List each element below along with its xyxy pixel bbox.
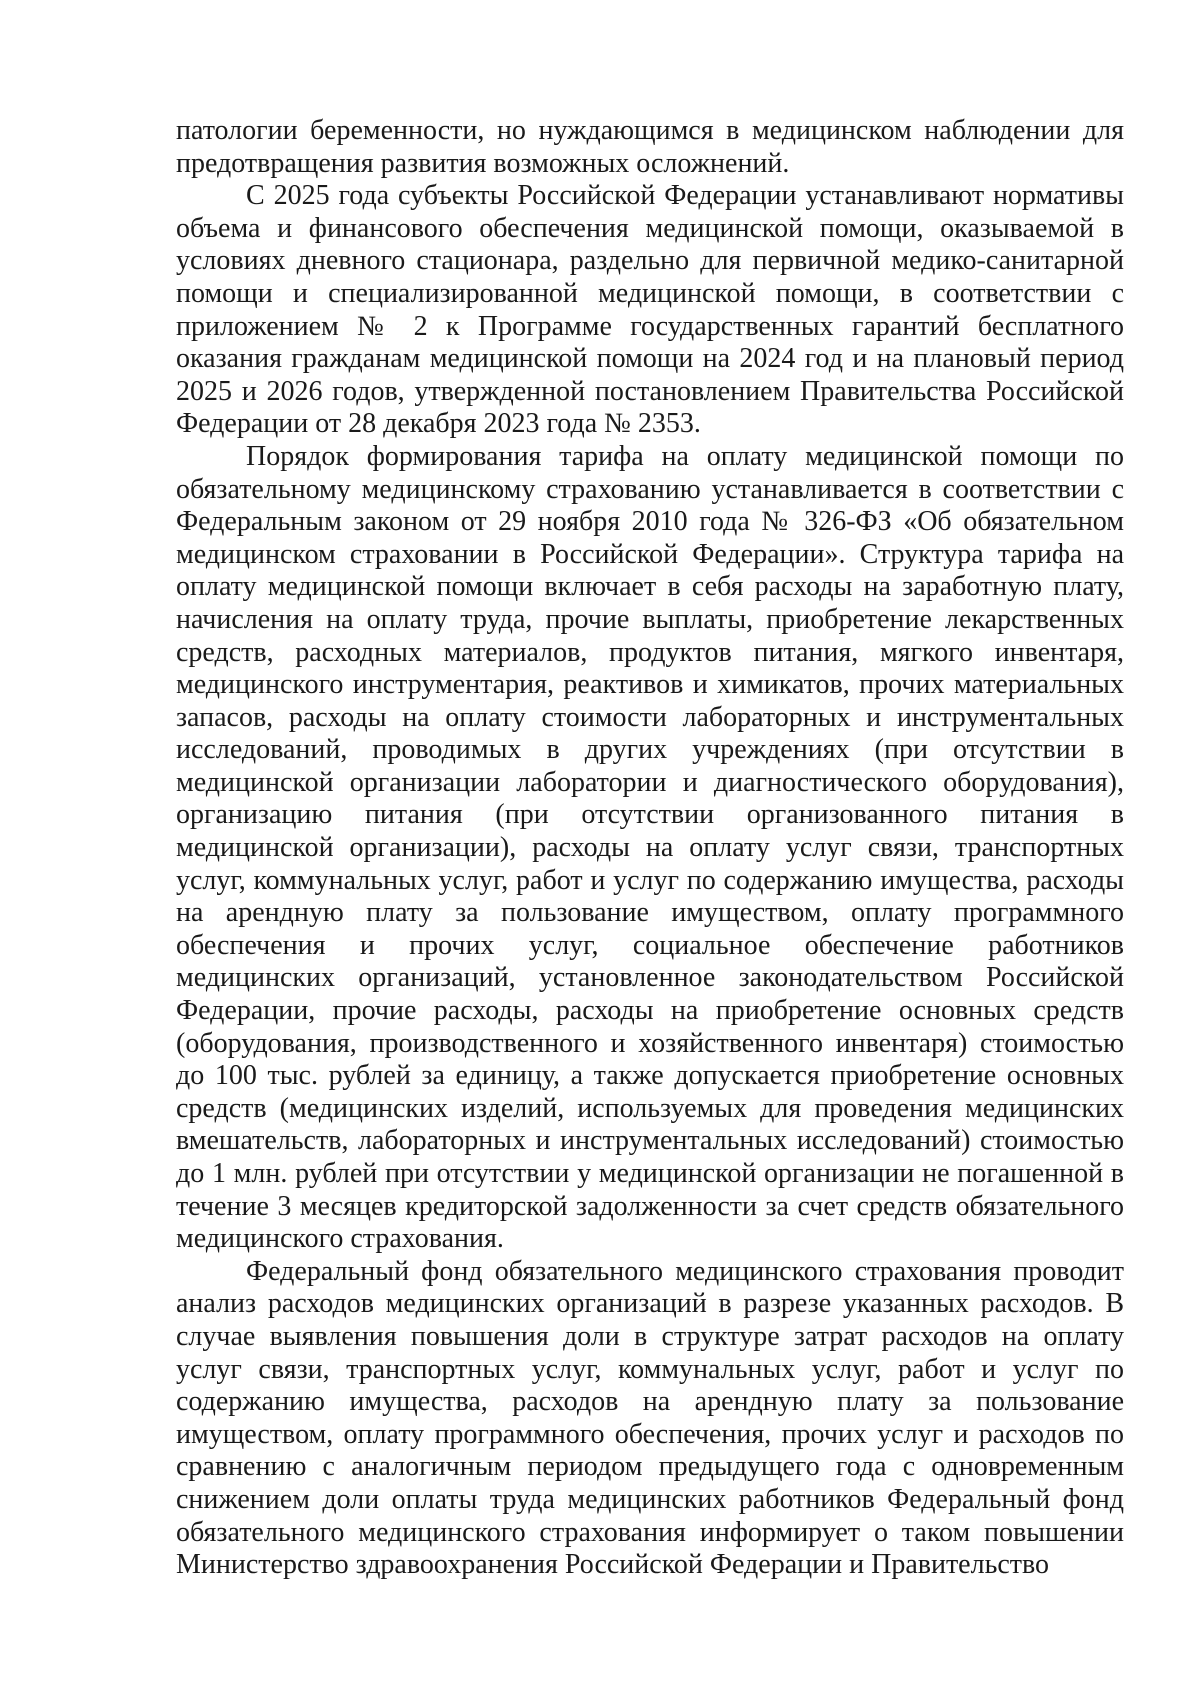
document-page [176,115,1124,1582]
paragraph-continuation: патологии беременности, но нуждающимся в медицинском наблюдении для предотвращения развития возможных осложнений. [176,115,1124,179]
paragraph-ffoms-analysis: Федеральный фонд обязательного медицинского страхования проводит анализ расходов медицинских организаций в разрезе указанных расходов. В случае выявления повышения доли в структуре затрат расходов на оплату услуг связи, транспортных услуг, коммунальных услуг, работ и услуг по содержанию имущества, расходов на арендную плату за пользование имуществом, оплату программного обеспечения, прочих услуг и расходов по сравнению с аналогичным периодом предыдущего года с одновременным снижением доли оплаты труда медицинских работников Федеральный фонд обязательного медицинского страхования информирует о таком повышении Министерство здравоохранения Российской Федерации и Правительство [176,1255,1124,1581]
paragraph-norms-2025: С 2025 года субъекты Российской Федерации устанавливают нормативы объема и финансового обеспечения медицинской помощи, оказываемой в условиях дневного стационара, раздельно для первичной медико-санитарной помощи и специализированной медицинской помощи, в соответствии с приложением № 2 к Программе государственных гарантий бесплатного оказания гражданам медицинской помощи на 2024 год и на плановый период 2025 и 2026 годов, утвержденной постановлением Правительства Российской Федерации от 28 декабря 2023 года № 2353. [176,180,1124,440]
paragraph-tariff-structure: Порядок формирования тарифа на оплату медицинской помощи по обязательному медицинскому страхованию устанавливается в соответствии с Федеральным законом от 29 ноября 2010 года № 326-ФЗ «Об обязательном медицинском страховании в Российской Федерации». Структура тарифа на оплату медицинской помощи включает в себя расходы на заработную плату, начисления на оплату труда, прочие выплаты, приобретение лекарственных средств, расходных материалов, продуктов питания, мягкого инвентаря, медицинского инструментария, реактивов и химикатов, прочих материальных запасов, расходы на оплату стоимости лабораторных и инструментальных исследований, проводимых в других учреждениях (при отсутствии в медицинской организации лаборатории и диагностического оборудования), организацию питания (при отсутствии организованного питания в медицинской организации), расходы на оплату услуг связи, транспортных услуг, коммунальных услуг, работ и услуг по содержанию имущества, расходы на арендную плату за пользование имуществом, оплату программного обеспечения и прочих услуг, социальное обеспечение работников медицинских организаций, установленное законодательством Российской Федерации, прочие расходы, расходы на приобретение основных средств (оборудования, производственного и хозяйственного инвентаря) стоимостью до 100 тыс. рублей за единицу, а также допускается приобретение основных средств (медицинских изделий, используемых для проведения медицинских вмешательств, лабораторных и инструментальных исследований) стоимостью до 1 млн. рублей при отсутствии у медицинской организации не погашенной в течение 3 месяцев кредиторской задолженности за счет средств обязательного медицинского страхования. [176,440,1124,1255]
